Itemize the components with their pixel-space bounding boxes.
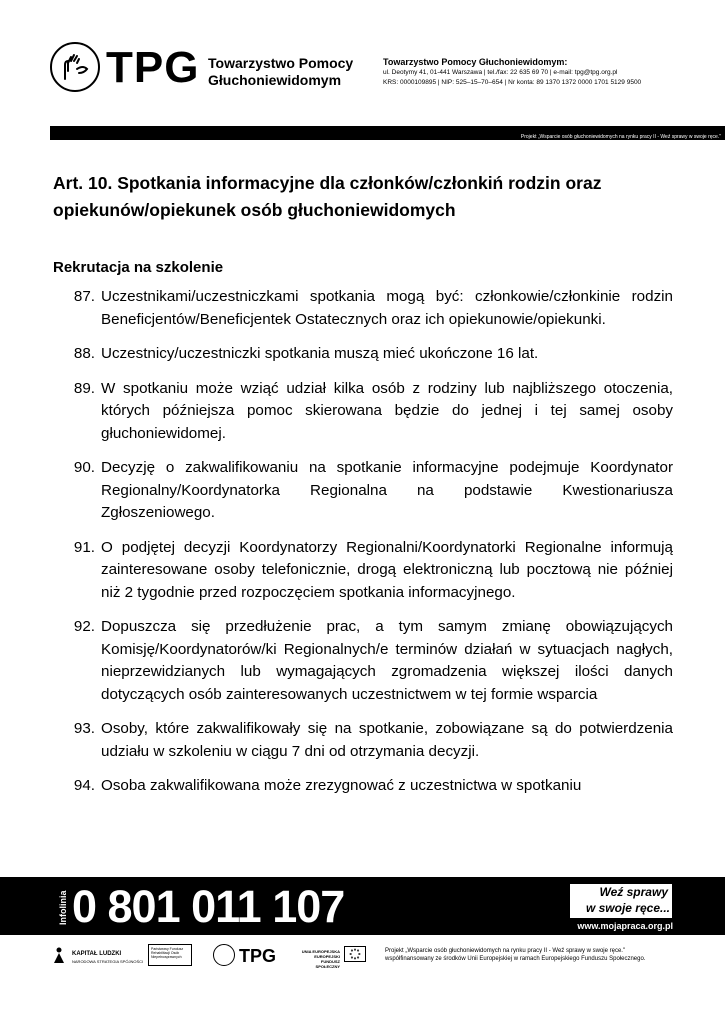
list-item (53, 378, 673, 446)
website-url: www.mojapraca.org.pl (577, 921, 673, 931)
item-number: 91. (73, 538, 95, 556)
item-number: 93. (73, 720, 95, 737)
logo-tpg-text: TPG (106, 43, 200, 92)
item-text: W spotkaniu może wziąć udział kilka osób z rodziny lub najbliższego otoczenia, których późniejsza pomoc skierowana będzie do jednej i tej samej osoby głuchoniewidomej. (101, 379, 673, 442)
eu-logo-text: UNIA EUROPEJSKA EUROPEJSKI FUNDUSZ SPOŁECZNY (301, 949, 340, 969)
org-name-line1: Towarzystwo Pomocy (208, 55, 354, 71)
list-item (53, 457, 673, 525)
page-header (0, 0, 725, 140)
contact-line-2: KRS: 0000109895 | NIP: 525–15–70–654 | Nr konta: 89 1370 1372 0000 1701 5129 9500 (383, 79, 642, 86)
list-item (53, 775, 673, 798)
document-body (53, 170, 673, 810)
header-divider-thick (50, 126, 725, 134)
item-text: O podjętej decyzji Koordynatorzy Regionalni/Koordynatorki Regionalne informują zainteresowane osoby telefonicznie, drogą elektroniczną lub pocztową nie później niż 2 tygodnie przed rozpoczęciem spotkania informacyjnego. (101, 538, 673, 601)
tpg-hands-logo-icon (50, 42, 100, 92)
organization-name (208, 55, 353, 89)
item-number: 94. (73, 777, 95, 794)
contact-info (383, 56, 641, 88)
hotline-phone-number: 0 801 011 107 (72, 881, 345, 932)
item-text: Osoby, które zakwalifikowały się na spotkanie, zobowiązane są do potwierdzenia udziału w szkoleniu w ciągu 7 dni od otrzymania decyzji. (101, 720, 673, 760)
numbered-list (53, 286, 673, 798)
section-title: Rekrutacja na szkolenie (53, 259, 224, 276)
article-title: Art. 10. Spotkania informacyjne dla członków/członkiń rodzin oraz opiekunów/opiekunek osób głuchoniewidomych (53, 173, 602, 220)
infolinia-label: Infolinia (58, 890, 68, 926)
tpg-small-logo-icon (213, 944, 235, 966)
slogan-line-1: Weź sprawy (599, 885, 668, 899)
project-note-line-1: Projekt „Wsparcie osób głuchoniewidomych na rynku pracy II - Weź sprawy w swoje ręce." (385, 948, 626, 954)
list-item (53, 616, 673, 706)
contact-line-1: ul. Deotymy 41, 01-441 Warszawa | tel./fax: 22 635 69 70 | e-mail: tpg@tpg.org.pl (383, 69, 618, 76)
item-text: Osoba zakwalifikowana może zrezygnować z uczestnictwa w spotkaniu (101, 777, 582, 794)
item-text: Dopuszcza się przedłużenie prac, a tym samym zmianę obowiązujących Komisję/Koordynatorów/ki Regionalnych/e terminów działań w sytuacjach nagłych, nieprzewidzianych lub wymagających zgromadzenia większej ilości danych dotyczących osób zainteresowanych uczestnictwem w tej formie wsparcia (101, 618, 673, 703)
header-project-line: Projekt „Wsparcie osób głuchoniewidomych na rynku pracy II - Weź sprawy w swoje ręce." (520, 134, 721, 140)
item-text: Uczestnikami/uczestniczkami spotkania mogą być: członkowie/członkinie rodzin Beneficjentów/Beneficjentek Ostatecznych oraz ich opiekunowie/opiekunki. (101, 288, 673, 328)
kl-title: KAPITAŁ LUDZKI (72, 951, 122, 957)
list-item (53, 718, 673, 763)
list-item (53, 537, 673, 605)
item-number: 89. (73, 379, 95, 397)
slogan-line-2: w swoje ręce... (585, 901, 670, 915)
item-text: Uczestnicy/uczestniczki spotkania muszą mieć ukończone 16 lat. (101, 345, 539, 362)
item-number: 88. (73, 345, 95, 362)
list-item (53, 343, 673, 366)
tpg-small-text: TPG (239, 946, 277, 966)
list-item (53, 286, 673, 331)
project-note-line-2: współfinansowany ze środków Unii Europejskiej w ramach Europejskiego Funduszu Społecznego. (385, 956, 646, 962)
kapital-ludzki-logo (72, 951, 143, 965)
pfron-logo: Państwowy Fundusz Rehabilitacji Osób Niepełnosprawnych (148, 944, 192, 966)
contact-title: Towarzystwo Pomocy Głuchoniewidomym: (383, 57, 568, 67)
item-number: 90. (73, 459, 95, 476)
eu-flag-icon (344, 946, 366, 962)
kl-subtitle: NARODOWA STRATEGIA SPÓJNOŚCI (72, 959, 144, 964)
item-text: Decyzję o zakwalifikowaniu na spotkanie informacyjne podejmuje Koordynator Regionalny/Koordynatorka Regionalna na podstawie Kwestionariusza Zgłoszeniowego. (101, 459, 673, 521)
item-number: 87. (73, 288, 95, 305)
kapital-ludzki-icon (52, 947, 66, 963)
project-cofinancing-note (385, 947, 685, 963)
slogan-box (570, 884, 672, 918)
item-number: 92. (73, 618, 95, 635)
org-name-line2: Głuchoniewidomym (208, 72, 342, 88)
